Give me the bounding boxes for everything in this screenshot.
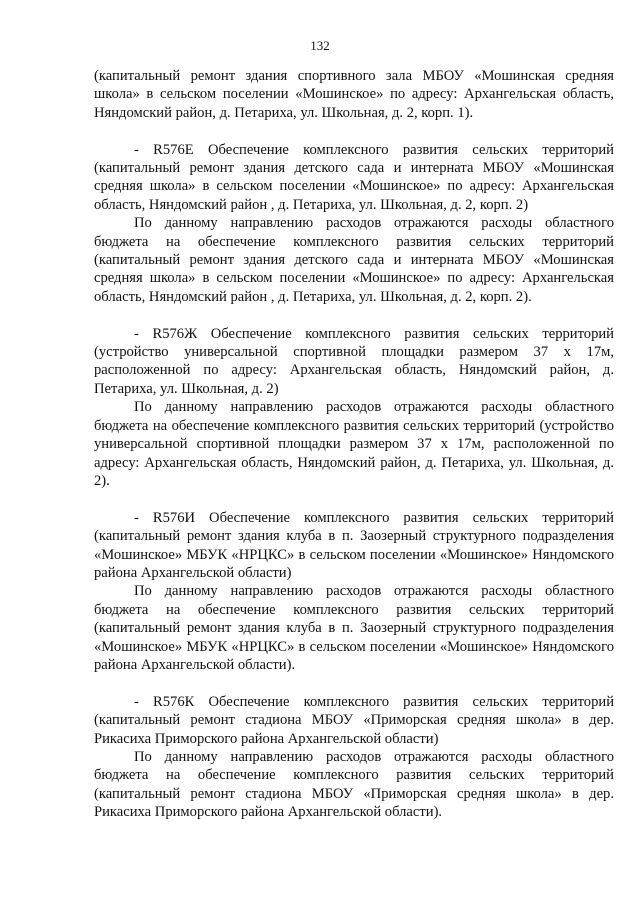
document-body [94,67,614,822]
paragraph-r576i-heading: - R576И Обеспечение комплексного развития сельских территорий (капитальный ремонт здания клуба в п. Заозерный структурного подразделения «Мошинское» МБУК «НРЦКС» в сельском поселении «Мошинское» Няндомского района Архангельской области) [94,509,614,581]
paragraph-r576i-description: По данному направлению расходов отражаются расходы областного бюджета на обеспечение комплексного развития сельских территорий (капитальный ремонт здания клуба в п. Заозерный структурного подразделения «Мошинское» МБУК «НРЦКС» в сельском поселении «Мошинское» Няндомского района Архангельской области). [94,583,614,673]
paragraph-r576k-description: По данному направлению расходов отражаются расходы областного бюджета на обеспечение комплексного развития сельских территорий (капитальный ремонт стадиона МБОУ «Приморская средняя школа» в дер. Рикасиха Приморского района Архангельской области). [94,748,614,821]
paragraph-continuation: (капитальный ремонт здания спортивного зала МБОУ «Мошинская средняя школа» в сельском поселении «Мошинское» по адресу: Архангельская область, Няндомский район, д. Петариха, ул. Школьная, д. 2, корп. 1). [94,68,614,121]
page-number: 132 [310,38,330,53]
paragraph-r576zh-description: По данному направлению расходов отражаются расходы областного бюджета на обеспечение комплексного развития сельских территорий (устройство универсальной спортивной площадки размером 37 х 17м, расположенной по адресу: Архангельская область, Няндомский район, д. Петариха, ул. Школьная, д. 2). [94,399,614,489]
paragraph-r576e-description: По данному направлению расходов отражаются расходы областного бюджета на обеспечение комплексного развития сельских территорий (капитальный ремонт здания детского сада и интерната МБОУ «Мошинская средняя школа» в сельском поселении «Мошинское» по адресу: Архангельская область, Няндомский район , д. Петариха, ул. Школьная, д. 2, корп. 2). [94,215,614,305]
paragraph-r576zh-heading: - R576Ж Обеспечение комплексного развития сельских территорий (устройство универсальной спортивной площадки размером 37 х 17м, расположенной по адресу: Архангельская область, Няндомский район, д. Петариха, ул. Школьная, д. 2) [94,325,614,397]
paragraph-r576k-heading: - R576К Обеспечение комплексного развития сельских территорий (капитальный ремонт стадиона МБОУ «Приморская средняя школа» в дер. Рикасиха Приморского района Архангельской области) [94,693,614,747]
paragraph-r576e-heading: - R576Е Обеспечение комплексного развития сельских территорий (капитальный ремонт здания детского сада и интерната МБОУ «Мошинская средняя школа» в сельском поселении «Мошинское» по адресу: Архангельская область, Няндомский район , д. Петариха, ул. Школьная, д. 2, корп. 2) [94,141,614,213]
